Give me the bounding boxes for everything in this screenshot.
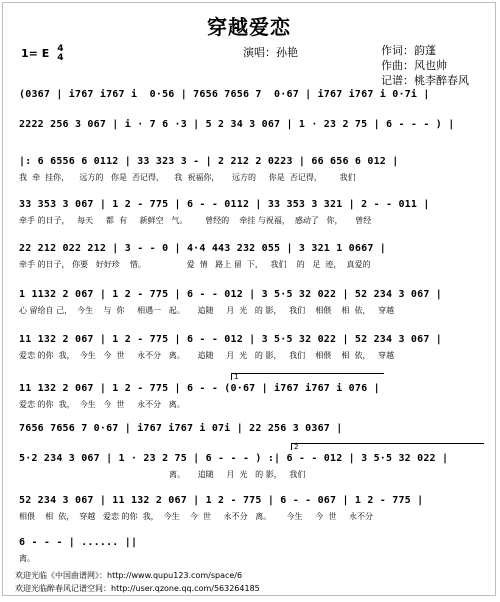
lyric-line-4: 牵手 的日子， 每天 都 有 新鲜空 气。 曾经的 牵挂 与祝福， 感动了 你， 曾经 bbox=[19, 216, 372, 225]
score-line-11: 52 234 3 067 | 11 132 2 067 | 1 2 - 775 | 6 - - 067 | 1 2 - 775 | bbox=[19, 495, 424, 506]
score-line-10: 5·2 234 3 067 | 1 · 23 2 75 | 6 - - - ) :| 6 - - 012 | 3 5·5 32 022 | bbox=[19, 453, 449, 464]
score-line-12: 6 - - - | ...... || bbox=[19, 537, 138, 548]
key-signature bbox=[21, 45, 63, 63]
lyric-line-3: 我 牵 挂你， 远方的 你是 否记得， 我 祝福你， 远方的 你是 否记得， 我们 bbox=[19, 173, 356, 182]
lyric-line-11: 相偎 相 依， 穿越 爱恋 的你 我， 今生 今 世 永不分 离。 今生 今 世 永不分 bbox=[19, 512, 374, 521]
score-line-7: 11 132 2 067 | 1 2 - 775 | 6 - - 012 | 3 5·5 32 022 | 52 234 3 067 | bbox=[19, 334, 442, 345]
time-denominator: 4 bbox=[57, 53, 64, 63]
singer-credit: 演唱：孙艳 bbox=[243, 46, 298, 59]
song-title: 穿越爱恋 bbox=[207, 15, 291, 39]
score-line-9: 7656 7656 7 0·67 | i767 i767 i 07i | 22 256 3 0367 | bbox=[19, 423, 343, 434]
lyric-line-12: 离。 bbox=[19, 554, 35, 563]
score-line-4: 33 353 3 067 | 1 2 - 775 | 6 - - 0112 | 33 353 3 321 | 2 - - 011 | bbox=[19, 199, 430, 210]
lyric-line-7: 爱恋 的你 我， 今生 今 世 永不分 离。 追随 月 光 的 影， 我们 相偎 相 依， 穿越 bbox=[19, 351, 395, 360]
transcriber-credit: 记谱：桃李醉春风 bbox=[381, 74, 469, 87]
score-line-1: (0367 | i767 i767 i 0·56 | 7656 7656 7 0·67 | i767 i767 i 0·7i | bbox=[19, 89, 430, 100]
footer-line-1: 欢迎光临《中国曲谱网》：http://www.qupu123.com/space/6 bbox=[15, 571, 243, 580]
score-line-6: 1 1132 2 067 | 1 2 - 775 | 6 - - 012 | 3 5·5 32 022 | 52 234 3 067 | bbox=[19, 289, 442, 300]
credits-block bbox=[381, 43, 469, 88]
footer-line-2: 欢迎光临醉春风记谱空间：http://user.qzone.qq.com/563264185 bbox=[15, 584, 260, 593]
score-line-8: 11 132 2 067 | 1 2 - 775 | 6 - - (0·67 | i767 i767 i 076 | bbox=[19, 383, 380, 394]
score-sheet bbox=[2, 2, 496, 596]
lyricist-credit: 作词：韵蓬 bbox=[381, 44, 436, 57]
lyric-line-10: 离。 追随 月 光 的 影， 我们 bbox=[19, 470, 306, 479]
volta-bracket-1: 1 bbox=[231, 373, 384, 380]
score-line-5: 22 212 022 212 | 3 - - 0 | 4·4 443 232 055 | 3 321 1 0667 | bbox=[19, 243, 387, 254]
lyric-line-8: 爱恋 的你 我， 今生 今 世 永不分 离。 bbox=[19, 400, 185, 409]
time-numerator: 4 bbox=[57, 44, 64, 54]
key-label: 1= E bbox=[21, 47, 50, 60]
lyric-line-5: 牵手 的日子， 你要 好好珍 惜。 爱 情 路上 留 下， 我们 的 足 迹， 真爱的 bbox=[19, 260, 371, 269]
composer-credit: 作曲：风也帅 bbox=[381, 59, 447, 72]
score-line-2: 2222 256 3 067 | i · 7 6 ·3 | 5 2 34 3 067 | 1 · 23 2 75 | 6 - - - ) | bbox=[19, 119, 455, 130]
time-signature bbox=[57, 45, 63, 63]
volta-bracket-2: 2 bbox=[291, 443, 484, 450]
score-line-3: |: 6 6556 6 0112 | 33 323 3 - | 2 212 2 0223 | 66 656 6 012 | bbox=[19, 156, 399, 167]
lyric-line-6: 心 留给自 己， 今生 与 你 相遇一 起。 追随 月 光 的 影， 我们 相偎 相 依， 穿越 bbox=[19, 306, 395, 315]
